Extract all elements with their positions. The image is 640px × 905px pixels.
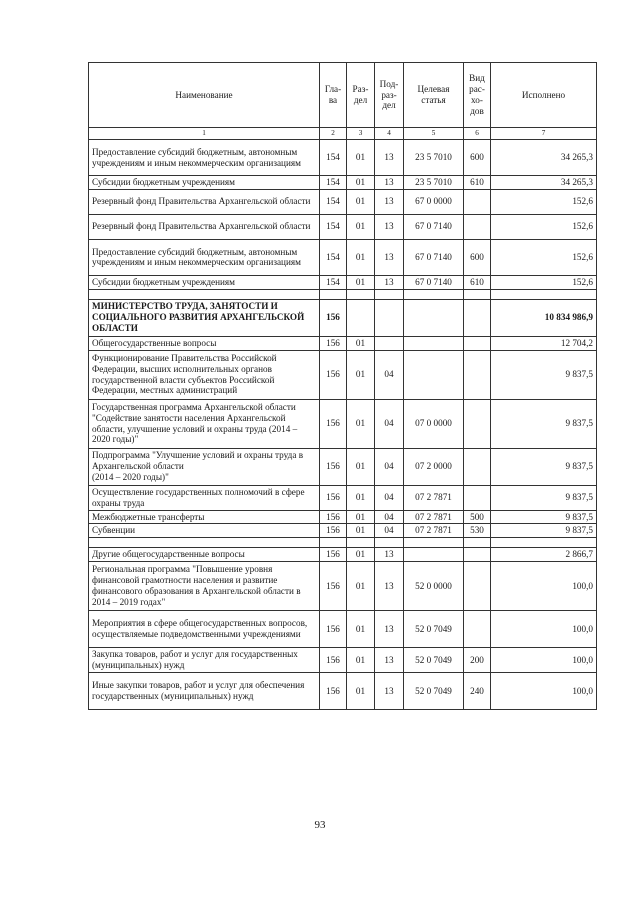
spacer-cell — [89, 289, 320, 299]
cell-name: Субсидии бюджетным учреждениям — [89, 275, 320, 289]
ministry-row — [89, 299, 597, 336]
cell-name: Резервный фонд Правительства Архангельской области — [89, 189, 320, 214]
column-index: 3 — [347, 128, 375, 140]
cell-section: 01 — [347, 176, 375, 190]
cell-executed: 9 837,5 — [491, 448, 597, 485]
cell-subsection: 04 — [375, 524, 404, 538]
header-target: Целевая статья — [404, 63, 464, 128]
cell-chapter: 156 — [320, 648, 347, 673]
spacer-cell — [491, 289, 597, 299]
cell-executed: 9 837,5 — [491, 510, 597, 524]
cell-executed: 34 265,3 — [491, 140, 597, 176]
cell-chapter: 154 — [320, 214, 347, 239]
cell-target: 23 5 7010 — [404, 140, 464, 176]
cell-section: 01 — [347, 611, 375, 648]
cell-executed: 9 837,5 — [491, 485, 597, 510]
cell-name: Другие общегосударственные вопросы — [89, 548, 320, 562]
cell-target — [404, 548, 464, 562]
cell-expense-type — [464, 448, 491, 485]
cell-executed: 152,6 — [491, 275, 597, 289]
cell-target: 23 5 7010 — [404, 176, 464, 190]
cell-subsection: 13 — [375, 673, 404, 710]
column-index: 7 — [491, 128, 597, 140]
cell-chapter: 156 — [320, 336, 347, 350]
cell-target: 52 0 7049 — [404, 648, 464, 673]
table-row — [89, 524, 597, 538]
column-index-row — [89, 128, 597, 140]
cell-section: 01 — [347, 239, 375, 275]
spacer-cell — [320, 538, 347, 548]
table-row — [89, 648, 597, 673]
cell-name: МИНИСТЕРСТВО ТРУДА, ЗАНЯТОСТИ И СОЦИАЛЬНОГО РАЗВИТИЯ АРХАНГЕЛЬСКОЙ ОБЛАСТИ — [89, 299, 320, 336]
cell-expense-type — [464, 350, 491, 399]
cell-target: 52 0 7049 — [404, 673, 464, 710]
cell-chapter: 156 — [320, 510, 347, 524]
table-row — [89, 140, 597, 176]
cell-subsection: 04 — [375, 485, 404, 510]
cell-name: Предоставление субсидий бюджетным, автономным учреждениям и иным некоммерческим организациям — [89, 239, 320, 275]
cell-target — [404, 299, 464, 336]
cell-executed: 9 837,5 — [491, 399, 597, 448]
cell-target: 07 2 7871 — [404, 510, 464, 524]
cell-expense-type — [464, 189, 491, 214]
cell-chapter: 154 — [320, 189, 347, 214]
cell-name: Общегосударственные вопросы — [89, 336, 320, 350]
header-expense-type: Вид рас- хо- дов — [464, 63, 491, 128]
table-body — [89, 140, 597, 710]
cell-target: 67 0 7140 — [404, 214, 464, 239]
cell-name: Субсидии бюджетным учреждениям — [89, 176, 320, 190]
table-row — [89, 673, 597, 710]
cell-target: 67 0 7140 — [404, 239, 464, 275]
cell-expense-type: 200 — [464, 648, 491, 673]
spacer-cell — [464, 289, 491, 299]
cell-section: 01 — [347, 140, 375, 176]
table-row — [89, 176, 597, 190]
cell-executed: 152,6 — [491, 214, 597, 239]
cell-chapter: 154 — [320, 140, 347, 176]
page-number: 93 — [314, 819, 326, 831]
cell-chapter: 156 — [320, 485, 347, 510]
cell-subsection — [375, 299, 404, 336]
spacer-cell — [89, 538, 320, 548]
column-index: 1 — [89, 128, 320, 140]
cell-name: Государственная программа Архангельской области "Содействие занятости населения Архангельской области, улучшение условий и охраны труда (2014 – 2020 годы)" — [89, 399, 320, 448]
cell-executed: 152,6 — [491, 239, 597, 275]
cell-name: Иные закупки товаров, работ и услуг для обеспечения государственных (муниципальных) нужд — [89, 673, 320, 710]
cell-subsection: 13 — [375, 548, 404, 562]
cell-subsection: 13 — [375, 611, 404, 648]
spacer-cell — [347, 538, 375, 548]
spacer-row — [89, 538, 597, 548]
cell-section: 01 — [347, 214, 375, 239]
table-row — [89, 562, 597, 611]
header-subsection: Под- раз- дел — [375, 63, 404, 128]
cell-name: Функционирование Правительства Российской Федерации, высших исполнительных органов государственной власти субъектов Российской Федерации, местных администраций — [89, 350, 320, 399]
cell-expense-type — [464, 399, 491, 448]
cell-name: Осуществление государственных полномочий в сфере охраны труда — [89, 485, 320, 510]
cell-executed: 152,6 — [491, 189, 597, 214]
cell-expense-type — [464, 336, 491, 350]
budget-table — [88, 62, 597, 710]
table-row — [89, 275, 597, 289]
cell-expense-type: 600 — [464, 140, 491, 176]
cell-expense-type: 500 — [464, 510, 491, 524]
table-row — [89, 214, 597, 239]
cell-target: 52 0 7049 — [404, 611, 464, 648]
table-row — [89, 350, 597, 399]
cell-expense-type: 610 — [464, 275, 491, 289]
column-index: 4 — [375, 128, 404, 140]
cell-subsection: 04 — [375, 448, 404, 485]
cell-section: 01 — [347, 448, 375, 485]
cell-expense-type: 600 — [464, 239, 491, 275]
cell-subsection — [375, 336, 404, 350]
cell-section: 01 — [347, 275, 375, 289]
cell-expense-type — [464, 611, 491, 648]
table-row — [89, 485, 597, 510]
spacer-cell — [464, 538, 491, 548]
column-index: 2 — [320, 128, 347, 140]
cell-name: Мероприятия в сфере общегосударственных вопросов, осуществляемые подведомственными учреждениями — [89, 611, 320, 648]
cell-executed: 2 866,7 — [491, 548, 597, 562]
cell-target — [404, 350, 464, 399]
cell-section: 01 — [347, 350, 375, 399]
spacer-cell — [404, 538, 464, 548]
cell-executed: 100,0 — [491, 562, 597, 611]
column-index: 5 — [404, 128, 464, 140]
column-index: 6 — [464, 128, 491, 140]
cell-chapter: 154 — [320, 176, 347, 190]
cell-subsection: 04 — [375, 399, 404, 448]
cell-name: Подпрограмма "Улучшение условий и охраны труда в Архангельской области (2014 – 2020 годы)" — [89, 448, 320, 485]
cell-target: 52 0 0000 — [404, 562, 464, 611]
header-executed: Исполнено — [491, 63, 597, 128]
cell-chapter: 156 — [320, 399, 347, 448]
cell-section: 01 — [347, 485, 375, 510]
cell-target — [404, 336, 464, 350]
cell-expense-type — [464, 299, 491, 336]
cell-name: Предоставление субсидий бюджетным, автономным учреждениям и иным некоммерческим организациям — [89, 140, 320, 176]
cell-section: 01 — [347, 673, 375, 710]
cell-section: 01 — [347, 336, 375, 350]
cell-section — [347, 299, 375, 336]
cell-expense-type — [464, 548, 491, 562]
cell-section: 01 — [347, 548, 375, 562]
cell-executed: 12 704,2 — [491, 336, 597, 350]
cell-chapter: 156 — [320, 611, 347, 648]
cell-subsection: 13 — [375, 176, 404, 190]
cell-chapter: 154 — [320, 275, 347, 289]
cell-chapter: 156 — [320, 548, 347, 562]
spacer-cell — [375, 289, 404, 299]
cell-expense-type: 240 — [464, 673, 491, 710]
cell-subsection: 13 — [375, 140, 404, 176]
header-chapter: Гла- ва — [320, 63, 347, 128]
cell-section: 01 — [347, 399, 375, 448]
spacer-row — [89, 289, 597, 299]
cell-section: 01 — [347, 510, 375, 524]
cell-subsection: 13 — [375, 275, 404, 289]
cell-name: Резервный фонд Правительства Архангельской области — [89, 214, 320, 239]
cell-chapter: 156 — [320, 299, 347, 336]
cell-name: Межбюджетные трансферты — [89, 510, 320, 524]
header-name: Наименование — [89, 63, 320, 128]
table-row — [89, 448, 597, 485]
spacer-cell — [320, 289, 347, 299]
cell-subsection: 04 — [375, 350, 404, 399]
cell-executed: 100,0 — [491, 673, 597, 710]
table-row — [89, 239, 597, 275]
cell-name: Субвенции — [89, 524, 320, 538]
header-section: Раз- дел — [347, 63, 375, 128]
cell-chapter: 156 — [320, 562, 347, 611]
cell-expense-type — [464, 485, 491, 510]
table-row — [89, 189, 597, 214]
cell-expense-type: 530 — [464, 524, 491, 538]
table-row — [89, 611, 597, 648]
spacer-cell — [491, 538, 597, 548]
spacer-cell — [347, 289, 375, 299]
cell-section: 01 — [347, 189, 375, 214]
cell-chapter: 156 — [320, 350, 347, 399]
cell-chapter: 156 — [320, 673, 347, 710]
cell-expense-type: 610 — [464, 176, 491, 190]
spacer-cell — [375, 538, 404, 548]
cell-executed: 34 265,3 — [491, 176, 597, 190]
cell-expense-type — [464, 562, 491, 611]
table-row — [89, 510, 597, 524]
cell-subsection: 13 — [375, 239, 404, 275]
cell-executed: 9 837,5 — [491, 524, 597, 538]
cell-subsection: 13 — [375, 648, 404, 673]
cell-target: 07 2 7871 — [404, 524, 464, 538]
cell-chapter: 154 — [320, 239, 347, 275]
cell-subsection: 13 — [375, 189, 404, 214]
cell-executed: 9 837,5 — [491, 350, 597, 399]
cell-executed: 10 834 986,9 — [491, 299, 597, 336]
cell-executed: 100,0 — [491, 648, 597, 673]
cell-subsection: 04 — [375, 510, 404, 524]
spacer-cell — [404, 289, 464, 299]
cell-subsection: 13 — [375, 214, 404, 239]
cell-expense-type — [464, 214, 491, 239]
header-row — [89, 63, 597, 128]
cell-target: 67 0 0000 — [404, 189, 464, 214]
cell-target: 07 2 0000 — [404, 448, 464, 485]
table-row — [89, 399, 597, 448]
cell-target: 67 0 7140 — [404, 275, 464, 289]
table-row — [89, 548, 597, 562]
cell-executed: 100,0 — [491, 611, 597, 648]
table-row — [89, 336, 597, 350]
cell-target: 07 2 7871 — [404, 485, 464, 510]
cell-name: Закупка товаров, работ и услуг для государственных (муниципальных) нужд — [89, 648, 320, 673]
cell-subsection: 13 — [375, 562, 404, 611]
cell-name: Региональная программа "Повышение уровня финансовой грамотности населения и развитие финансового образования в Архангельской области в 2014 – 2019 годах" — [89, 562, 320, 611]
cell-section: 01 — [347, 562, 375, 611]
cell-section: 01 — [347, 648, 375, 673]
cell-chapter: 156 — [320, 448, 347, 485]
cell-target: 07 0 0000 — [404, 399, 464, 448]
cell-section: 01 — [347, 524, 375, 538]
cell-chapter: 156 — [320, 524, 347, 538]
